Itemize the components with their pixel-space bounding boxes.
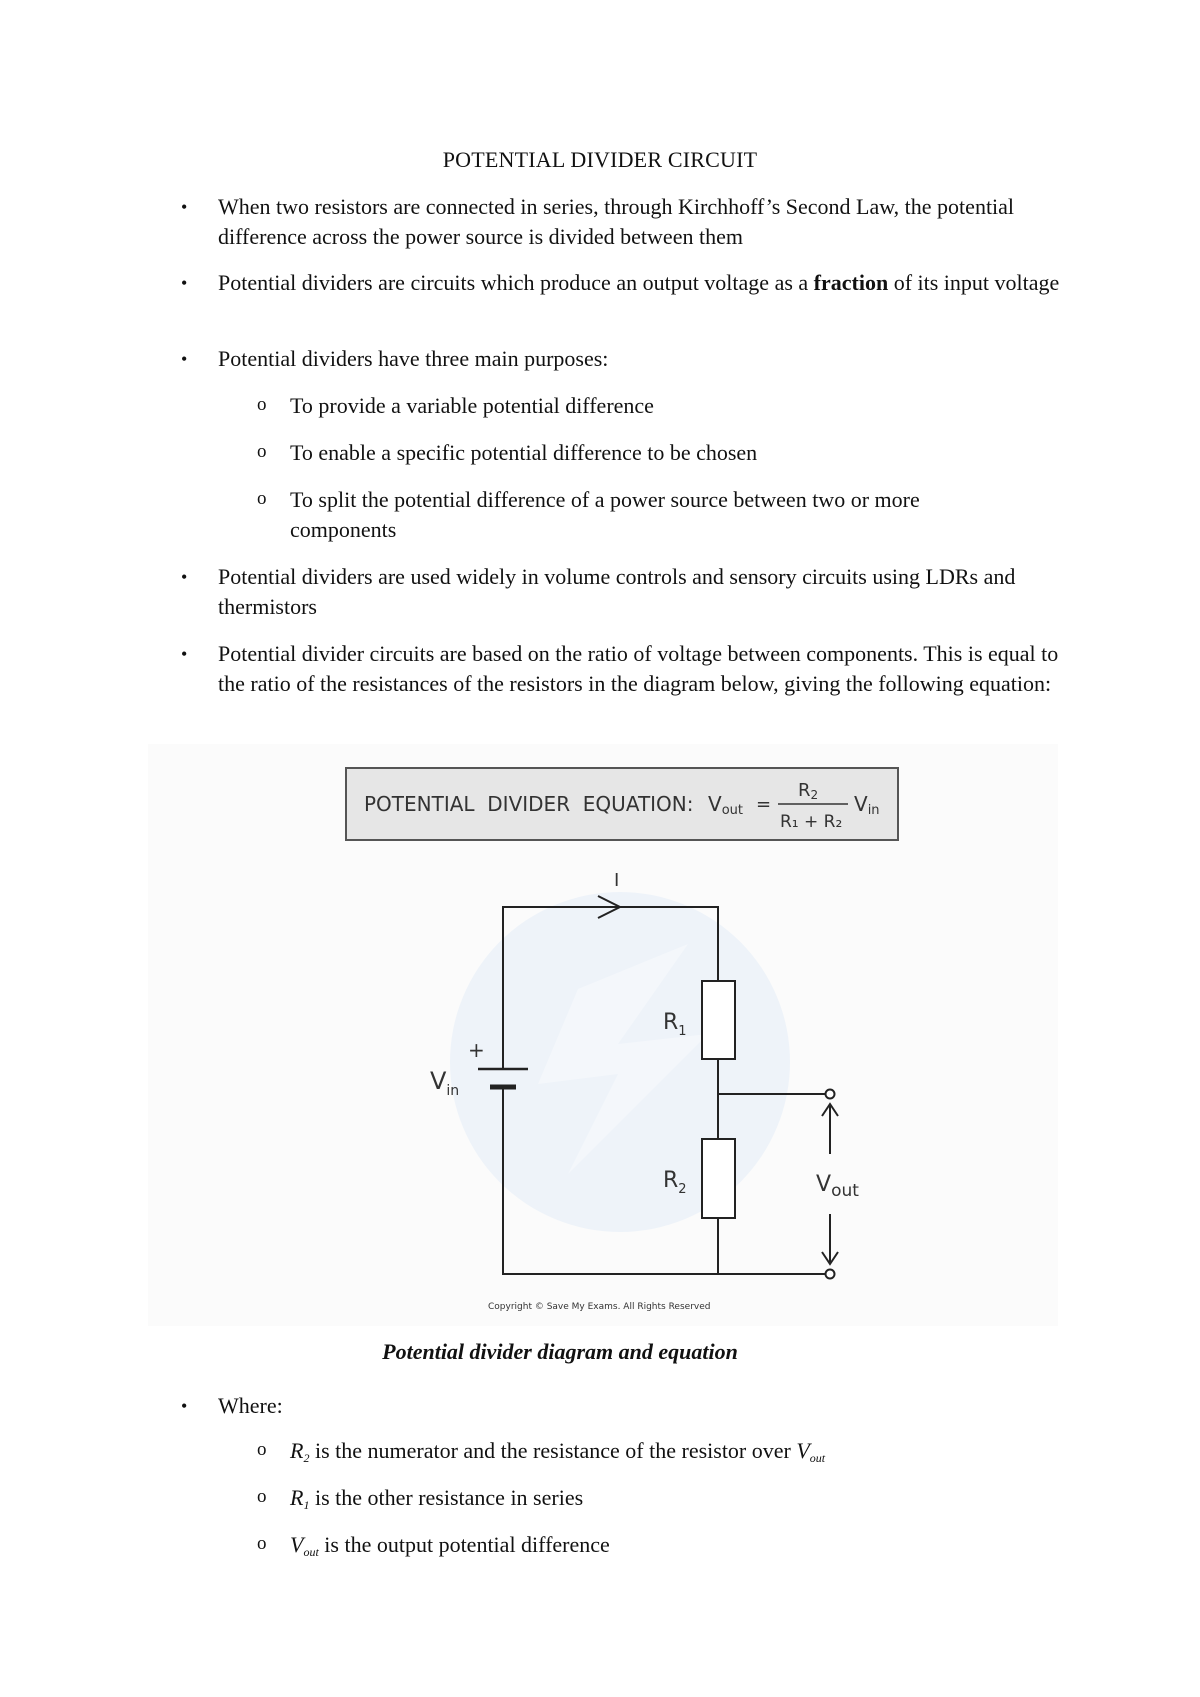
- vout-label: $V_{out}$: [816, 1172, 859, 1201]
- equation-numerator: R2: [798, 780, 819, 802]
- r2-label: $R_2$: [663, 1168, 687, 1197]
- page-title: POTENTIAL DIVIDER CIRCUIT: [442, 147, 758, 172]
- bullet: •: [181, 644, 188, 664]
- equation-vin: Vin: [854, 792, 880, 818]
- list-item: [181, 344, 1068, 374]
- list-item-text: Potential dividers are circuits which produce an output voltage as a: [218, 270, 814, 295]
- sub-list-item: [257, 1483, 1070, 1520]
- circuit-diagram: [148, 744, 1058, 1326]
- sub-list-item: [257, 485, 1030, 545]
- sub-list-item: [257, 1530, 1070, 1567]
- sub-list-item-text: To split the potential difference of a power source between two or more components: [290, 487, 920, 542]
- circle-bullet: o: [257, 1486, 267, 1507]
- equation-equals: =: [756, 794, 772, 815]
- list-item: [181, 639, 1078, 699]
- variable: V: [290, 1532, 304, 1557]
- sub-list-item-text: is the output potential difference: [318, 1532, 610, 1557]
- circle-bullet: o: [257, 441, 267, 462]
- sub-list-item-text: To enable a specific potential difference to be chosen: [290, 440, 758, 465]
- circle-bullet: o: [257, 1533, 267, 1554]
- figure-caption: Potential divider diagram and equation: [382, 1339, 738, 1364]
- bullet: •: [181, 349, 188, 369]
- sub-list-item: [257, 438, 1070, 468]
- list-item-text: Where:: [218, 1393, 283, 1418]
- variable: R: [290, 1485, 304, 1510]
- output-terminal-top: [826, 1090, 835, 1099]
- current-label: I: [614, 870, 620, 891]
- copyright-notice: Copyright © Save My Exams. All Rights Reserved: [488, 1302, 711, 1312]
- bullet: •: [181, 1396, 188, 1416]
- r1-label: $R_1$: [663, 1010, 687, 1039]
- list-item-text: Potential divider circuits are based on the ratio of voltage between components. This is equal to the ratio of the resistances of the resistors in the diagram below, giving the following equation:: [218, 641, 1059, 696]
- equation-label: POTENTIAL DIVIDER EQUATION:: [364, 792, 694, 816]
- variable: R: [290, 1438, 304, 1463]
- equation-denominator: R₁ + R₂: [780, 812, 843, 832]
- list-item-text: Potential dividers have three main purposes:: [218, 346, 609, 371]
- bullet: •: [181, 273, 188, 293]
- cell-plus-sign: +: [468, 1038, 485, 1062]
- sub-list-item: [257, 1436, 1070, 1473]
- list-item-text: When two resistors are connected in series, through Kirchhoff’s Second Law, the potential difference across the power source is divided between them: [218, 194, 1015, 249]
- circle-bullet: o: [257, 1439, 267, 1460]
- list-item-text: of its input voltage: [888, 270, 1060, 295]
- variable-subscript: out: [809, 1451, 826, 1465]
- resistor-r1: [702, 981, 735, 1059]
- list-item: [181, 192, 1068, 252]
- list-item: [181, 1391, 1068, 1421]
- list-item-text: Potential dividers are used widely in volume controls and sensory circuits using LDRs and thermistors: [218, 564, 1016, 619]
- variable-subscript: 2: [303, 1451, 310, 1465]
- bullet: •: [181, 197, 188, 217]
- sub-list-item: [257, 391, 1070, 421]
- vin-label: $V_{in}$: [430, 1067, 460, 1099]
- variable-subscript: out: [303, 1545, 319, 1559]
- equation-vout: Vout: [708, 792, 743, 818]
- variable: V: [796, 1438, 810, 1463]
- circle-bullet: o: [257, 488, 267, 509]
- list-item: [181, 562, 1088, 622]
- sub-list-item-text: To provide a variable potential difference: [290, 393, 654, 418]
- circle-bullet: o: [257, 394, 267, 415]
- output-terminal-bottom: [826, 1270, 835, 1279]
- sub-list-item-text: is the other resistance in series: [309, 1485, 584, 1510]
- resistor-r2: [702, 1139, 735, 1218]
- sub-list-item-text: is the numerator and the resistance of the resistor over: [309, 1438, 797, 1463]
- potential-divider-figure: [148, 744, 1058, 1326]
- bold-term: fraction: [813, 270, 889, 295]
- bullet: •: [181, 567, 188, 587]
- list-item: [181, 268, 1068, 298]
- variable-subscript: 1: [303, 1498, 310, 1512]
